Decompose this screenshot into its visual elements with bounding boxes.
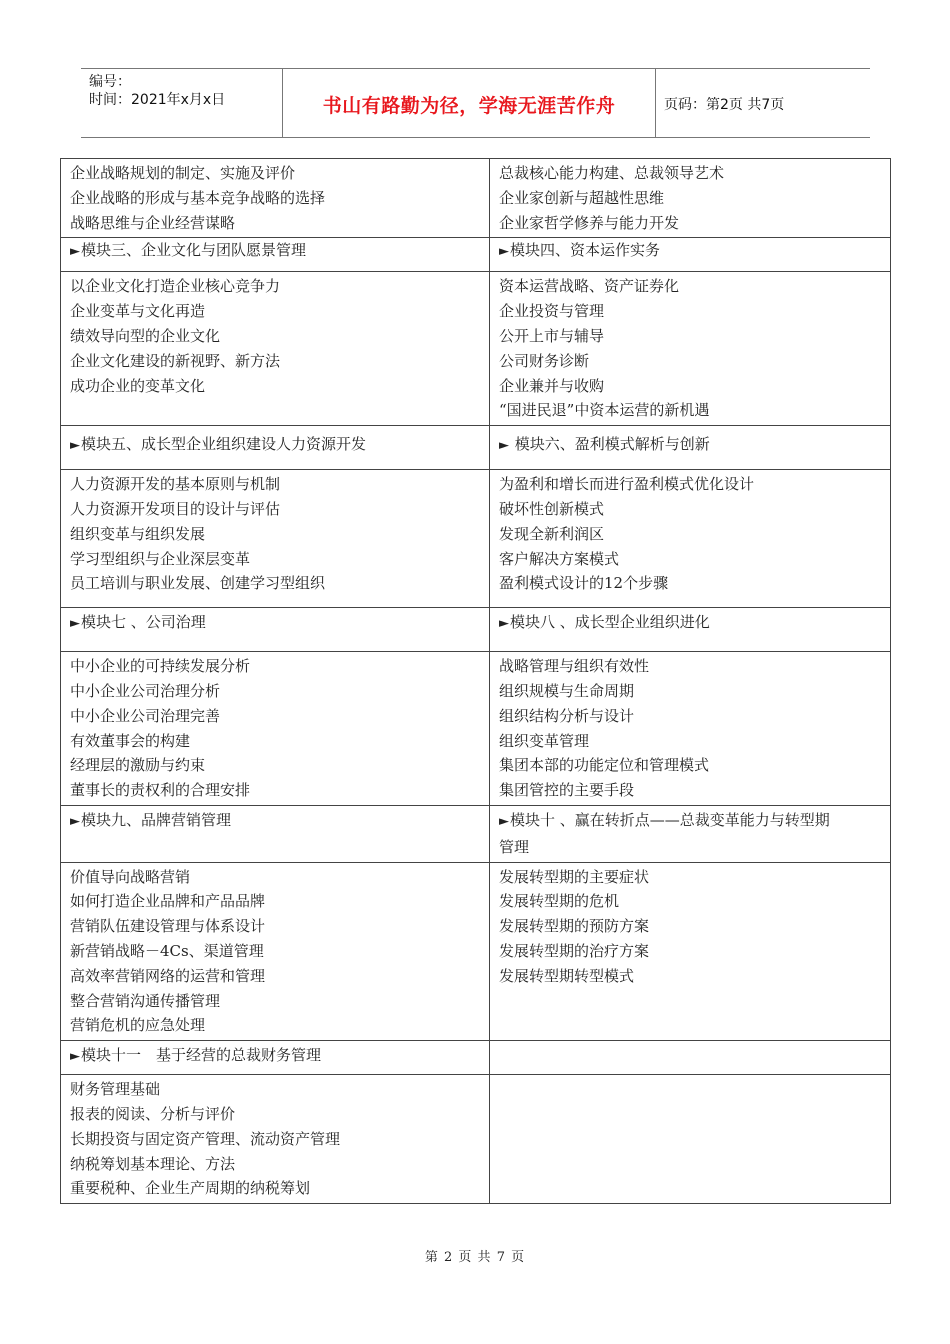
topic-item: 盈利模式设计的12个步骤 xyxy=(499,574,669,593)
page-footer: 第 2 页 共 7 页 xyxy=(424,1250,526,1265)
bullet-triangle-icon: ► xyxy=(70,813,80,829)
document-number-label: 编号： xyxy=(89,74,131,90)
topic-item: 集团管控的主要手段 xyxy=(499,781,635,800)
topic-cell xyxy=(61,159,490,238)
topic-item: 集团本部的功能定位和管理模式 xyxy=(499,756,710,775)
module-title: 模块十一 基于经营的总裁财务管理 xyxy=(81,1046,322,1065)
topic-cell xyxy=(490,159,891,238)
topic-item: 价值导向战略营销 xyxy=(70,867,191,886)
topic-cell xyxy=(490,272,891,426)
module-title-cell xyxy=(490,426,891,470)
topic-item: 客户解决方案模式 xyxy=(499,549,620,568)
module-title: 模块六、盈利模式解析与创新 xyxy=(510,435,710,454)
table-row xyxy=(61,652,891,806)
bullet-triangle-icon: ► xyxy=(499,438,509,454)
topic-item: 发现全新利润区 xyxy=(499,524,605,543)
module-header-row xyxy=(61,805,891,862)
module-header-row xyxy=(61,426,891,470)
bullet-triangle-icon: ► xyxy=(499,244,509,260)
topic-item: 学习型组织与企业深层变革 xyxy=(70,549,251,568)
page-header xyxy=(81,68,870,138)
topic-item: 破坏性创新模式 xyxy=(499,499,605,518)
module-title-cell xyxy=(61,608,490,652)
topic-item: 公开上市与辅导 xyxy=(499,326,605,345)
bullet-triangle-icon: ► xyxy=(499,813,509,829)
header-divider xyxy=(655,69,656,137)
module-header-row xyxy=(61,238,891,272)
topic-item: 发展转型期的预防方案 xyxy=(499,917,650,936)
module-title: 模块三、企业文化与团队愿景管理 xyxy=(81,241,307,260)
header-motto: 书山有路勤为径，学海无涯苦作舟 xyxy=(322,95,616,117)
empty-cell xyxy=(490,1041,891,1075)
table-row xyxy=(61,272,891,426)
course-modules-table xyxy=(60,158,891,1204)
topic-item: 组织变革与组织发展 xyxy=(70,524,206,543)
module-header-row xyxy=(61,608,891,652)
topic-item: 营销队伍建设管理与体系设计 xyxy=(70,917,266,936)
topic-item: 为盈利和增长而进行盈利模式优化设计 xyxy=(499,475,755,494)
bullet-triangle-icon: ► xyxy=(70,1049,80,1065)
topic-cell xyxy=(61,862,490,1041)
module-title-cell xyxy=(61,238,490,272)
topic-cell xyxy=(490,862,891,1041)
topic-item: 企业战略规划的制定、实施及评价 xyxy=(70,164,296,182)
date-line: 时间：2021年x月x日 xyxy=(89,92,226,108)
topic-item: 成功企业的变革文化 xyxy=(70,376,206,395)
module-title: 模块八 、成长型企业组织进化 xyxy=(510,613,710,632)
topic-cell xyxy=(61,272,490,426)
topic-item: 发展转型期的主要症状 xyxy=(499,867,650,886)
topic-item: 资本运营战略、资产证券化 xyxy=(499,277,680,296)
topic-item: 发展转型期的治疗方案 xyxy=(499,941,650,960)
topic-item: 企业家创新与超越性思维 xyxy=(499,188,665,207)
module-title: 模块九、品牌营销管理 xyxy=(81,810,232,829)
module-title: 模块五、成长型企业组织建设人力资源开发 xyxy=(81,435,367,454)
topic-item: 人力资源开发的基本原则与机制 xyxy=(70,475,281,494)
topic-item: 战略思维与企业经营谋略 xyxy=(70,213,236,232)
module-title: 模块十 、赢在转折点——总裁变革能力与转型期 xyxy=(510,810,830,829)
topic-cell xyxy=(61,652,490,806)
module-title: 模块七 、公司治理 xyxy=(81,613,206,632)
topic-item: 组织结构分析与设计 xyxy=(499,706,635,725)
topic-cell xyxy=(490,652,891,806)
topic-item: 中小企业的可持续发展分析 xyxy=(70,657,251,676)
topic-item: 绩效导向型的企业文化 xyxy=(70,326,221,345)
topic-item: 整合营销沟通传播管理 xyxy=(70,991,221,1010)
topic-item: 高效率营销网络的运营和管理 xyxy=(70,966,266,985)
topic-item: 人力资源开发项目的设计与评估 xyxy=(70,499,281,518)
topic-item: 组织规模与生命周期 xyxy=(499,681,635,700)
topic-item: 长期投资与固定资产管理、流动资产管理 xyxy=(70,1129,341,1148)
topic-item: 中小企业公司治理分析 xyxy=(70,681,221,700)
module-title-cell xyxy=(490,805,891,862)
topic-item: 企业投资与管理 xyxy=(499,302,605,321)
module-title-cell xyxy=(490,238,891,272)
topic-item: 公司财务诊断 xyxy=(499,351,590,370)
topic-item: 发展转型期转型模式 xyxy=(499,966,635,985)
topic-item: 报表的阅读、分析与评价 xyxy=(70,1104,236,1123)
table-row xyxy=(61,470,891,608)
topic-item: 企业战略的形成与基本竞争战略的选择 xyxy=(70,188,326,207)
header-meta xyxy=(89,73,281,109)
module-title-cell xyxy=(61,805,490,862)
topic-item: 营销危机的应急处理 xyxy=(70,1016,206,1035)
topic-item: 企业兼并与收购 xyxy=(499,376,605,395)
topic-item: 企业家哲学修养与能力开发 xyxy=(499,213,680,232)
topic-item: 财务管理基础 xyxy=(70,1080,161,1099)
bullet-triangle-icon: ► xyxy=(70,244,80,260)
table-row xyxy=(61,159,891,238)
module-title-cell xyxy=(61,426,490,470)
topic-item: 中小企业公司治理完善 xyxy=(70,706,221,725)
topic-item: 战略管理与组织有效性 xyxy=(499,657,650,676)
topic-item: 总裁核心能力构建、总裁领导艺术 xyxy=(499,164,725,182)
table-row xyxy=(61,862,891,1041)
module-title-cell xyxy=(490,608,891,652)
topic-item: 如何打造企业品牌和产品品牌 xyxy=(70,892,266,911)
topic-item: 董事长的责权利的合理安排 xyxy=(70,781,251,800)
topic-item: 发展转型期的危机 xyxy=(499,892,620,911)
bullet-triangle-icon: ► xyxy=(70,438,80,454)
topic-cell xyxy=(61,470,490,608)
topic-item: 员工培训与职业发展、创建学习型组织 xyxy=(70,574,326,593)
topic-item: 新营销战略－4Cs、渠道管理 xyxy=(70,941,264,960)
module-title-continuation: 管理 xyxy=(499,837,530,856)
module-title: 模块四、资本运作实务 xyxy=(510,241,661,260)
bullet-triangle-icon: ► xyxy=(499,616,509,632)
topic-item: 以企业文化打造企业核心竞争力 xyxy=(70,277,281,296)
module-header-row xyxy=(61,1041,891,1075)
topic-item: 纳税筹划基本理论、方法 xyxy=(70,1154,236,1173)
bullet-triangle-icon: ► xyxy=(70,616,80,632)
table-row xyxy=(61,1075,891,1204)
topic-item: 有效董事会的构建 xyxy=(70,731,191,750)
topic-cell xyxy=(61,1075,490,1204)
topic-item: 重要税种、企业生产周期的纳税筹划 xyxy=(70,1179,311,1198)
empty-cell xyxy=(490,1075,891,1204)
topic-item: 经理层的激励与约束 xyxy=(70,756,206,775)
topic-item: 企业变革与文化再造 xyxy=(70,302,206,321)
topic-cell xyxy=(490,470,891,608)
header-page-label: 页码：第2页 共7页 xyxy=(664,97,785,113)
topic-item: “国进民退”中资本运营的新机遇 xyxy=(499,401,710,420)
topic-item: 组织变革管理 xyxy=(499,731,590,750)
topic-item: 企业文化建设的新视野、新方法 xyxy=(70,351,281,370)
module-title-cell xyxy=(61,1041,490,1075)
